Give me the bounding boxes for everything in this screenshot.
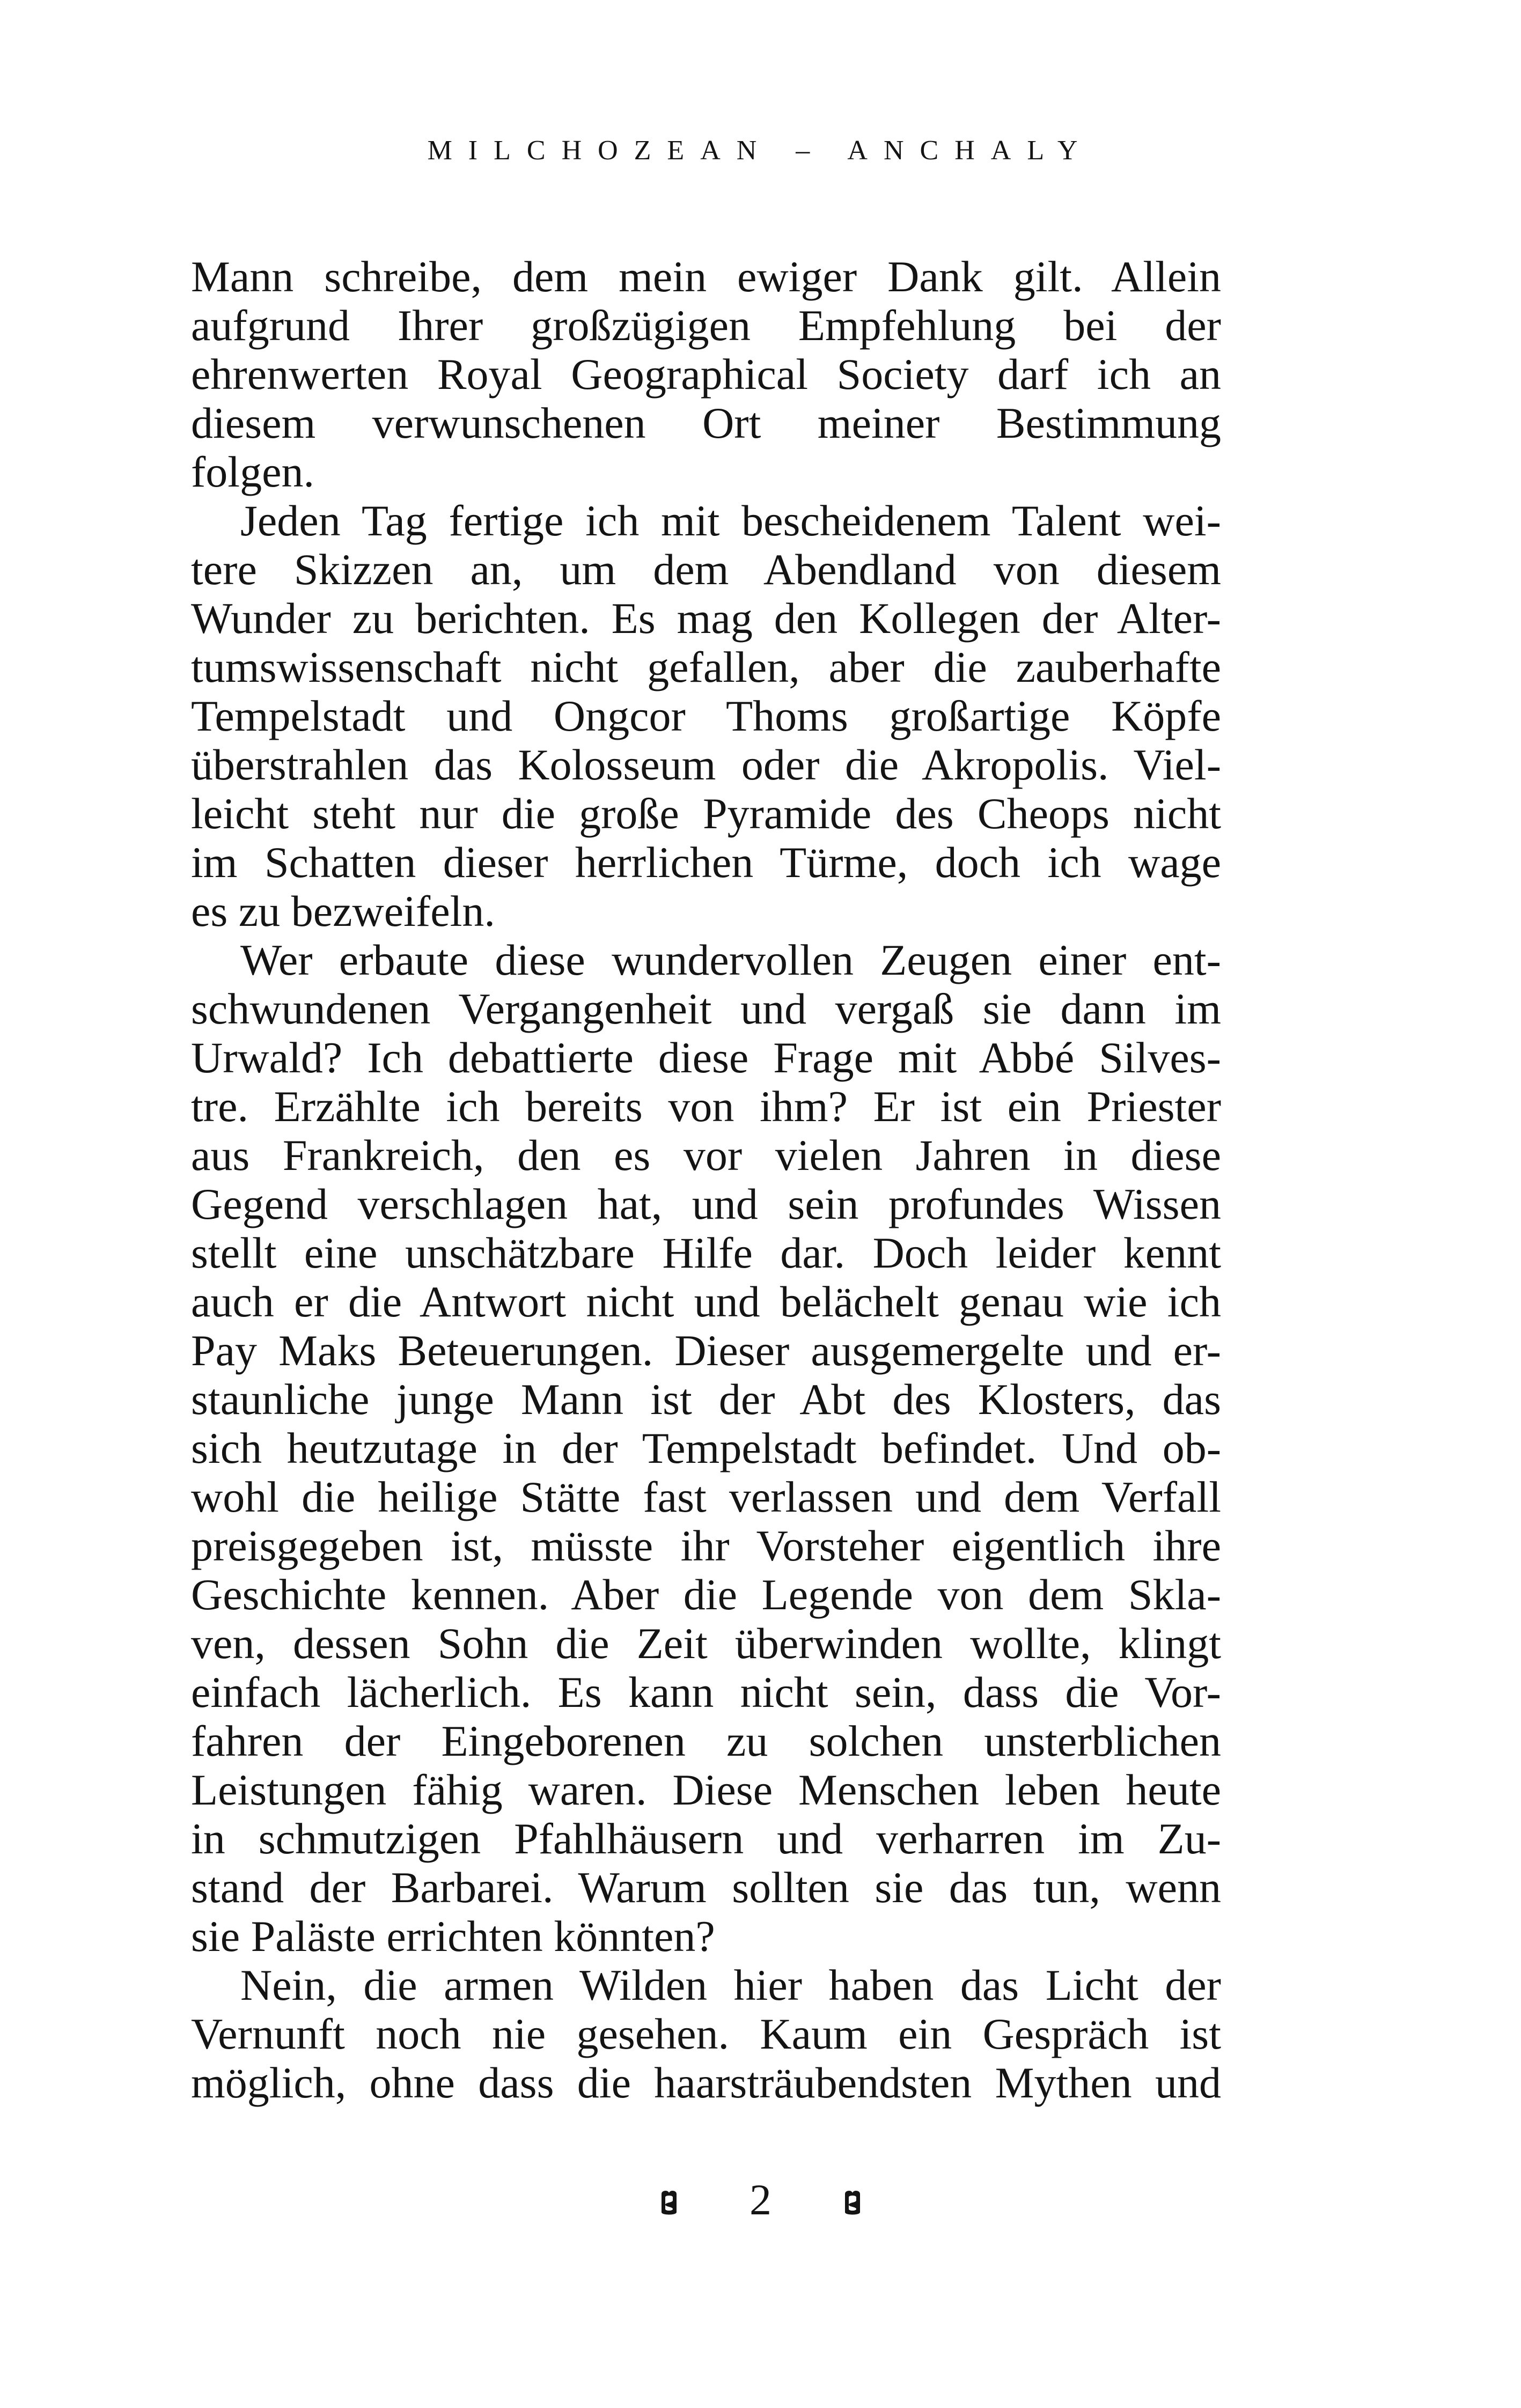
text-line: fahren der Eingeborenen zu solchen unsterblichen	[191, 1717, 1221, 1765]
text-line: einfach lächerlich. Es kann nicht sein, dass die Vor-	[191, 1668, 1221, 1717]
text-line: Leistungen fähig waren. Diese Menschen leben heute	[191, 1765, 1221, 1814]
text-line: aus Frankreich, den es vor vielen Jahren in diese	[191, 1131, 1221, 1180]
text-line: leicht steht nur die große Pyramide des Cheops nicht	[191, 789, 1221, 838]
text-line: tumswissenschaft nicht gefallen, aber die zauberhafte	[191, 643, 1221, 691]
text-line: Pay Maks Beteuerungen. Dieser ausgemergelte und er-	[191, 1326, 1221, 1375]
khmer-ornament-icon	[842, 2189, 863, 2216]
text-line: Urwald? Ich debattierte diese Frage mit Abbé Silves-	[191, 1033, 1221, 1082]
text-line: tere Skizzen an, um dem Abendland von diesem	[191, 545, 1221, 594]
text-line: schwundenen Vergangenheit und vergaß sie dann im	[191, 984, 1221, 1033]
text-line: staunliche junge Mann ist der Abt des Klosters, das	[191, 1375, 1221, 1424]
text-line: tre. Erzählte ich bereits von ihm? Er ist ein Priester	[191, 1082, 1221, 1131]
text-line: überstrahlen das Kolosseum oder die Akropolis. Viel-	[191, 740, 1221, 789]
text-line: Jeden Tag fertige ich mit bescheidenem Talent wei-	[240, 496, 1221, 545]
text-line: stand der Barbarei. Warum sollten sie das tun, wenn	[191, 1863, 1221, 1912]
text-line: Wer erbaute diese wundervollen Zeugen einer ent-	[240, 936, 1221, 984]
khmer-ornament-icon	[658, 2189, 680, 2216]
text-line: Wunder zu berichten. Es mag den Kollegen der Alter-	[191, 594, 1221, 643]
text-line: stellt eine unschätzbare Hilfe dar. Doch leider kennt	[191, 1228, 1221, 1277]
page-footer	[0, 2175, 1521, 2224]
text-line: sie Paläste errichten könnten?	[191, 1912, 715, 1961]
text-line: Gegend verschlagen hat, und sein profundes Wissen	[191, 1180, 1221, 1228]
paragraph	[191, 252, 1221, 496]
running-title: MILCHOZEAN – ANCHALY	[427, 135, 1094, 166]
text-line: Mann schreibe, dem mein ewiger Dank gilt. Allein	[191, 252, 1221, 301]
text-line: ven, dessen Sohn die Zeit überwinden wollte, klingt	[191, 1619, 1221, 1668]
text-line: sich heutzutage in der Tempelstadt befindet. Und ob-	[191, 1424, 1221, 1472]
text-line: Vernunft noch nie gesehen. Kaum ein Gespräch ist	[191, 2009, 1221, 2058]
text-line: im Schatten dieser herrlichen Türme, doch ich wage	[191, 838, 1221, 887]
text-line: folgen.	[191, 447, 314, 496]
body-text	[191, 252, 1221, 2107]
text-line: es zu bezweifeln.	[191, 887, 495, 936]
text-line: Geschichte kennen. Aber die Legende von dem Skla-	[191, 1570, 1221, 1619]
page-number: 2	[750, 2175, 771, 2224]
running-header	[0, 137, 1521, 165]
text-line: Tempelstadt und Ongcor Thoms großartige Köpfe	[191, 691, 1221, 740]
text-line: wohl die heilige Stätte fast verlassen und dem Verfall	[191, 1472, 1221, 1521]
paragraph	[191, 496, 1221, 936]
text-line: ehrenwerten Royal Geographical Society darf ich an	[191, 350, 1221, 399]
text-line: aufgrund Ihrer großzügigen Empfehlung bei der	[191, 301, 1221, 350]
text-line: Nein, die armen Wilden hier haben das Licht der	[240, 1961, 1221, 2009]
text-line: in schmutzigen Pfahlhäusern und verharren im Zu-	[191, 1814, 1221, 1863]
paragraph	[191, 936, 1221, 1961]
text-line: möglich, ohne dass die haarsträubendsten Mythen und	[191, 2058, 1221, 2107]
text-line: diesem verwunschenen Ort meiner Bestimmung	[191, 399, 1221, 447]
paragraph	[191, 1961, 1221, 2107]
text-line: preisgegeben ist, müsste ihr Vorsteher eigentlich ihre	[191, 1521, 1221, 1570]
text-line: auch er die Antwort nicht und belächelt genau wie ich	[191, 1277, 1221, 1326]
